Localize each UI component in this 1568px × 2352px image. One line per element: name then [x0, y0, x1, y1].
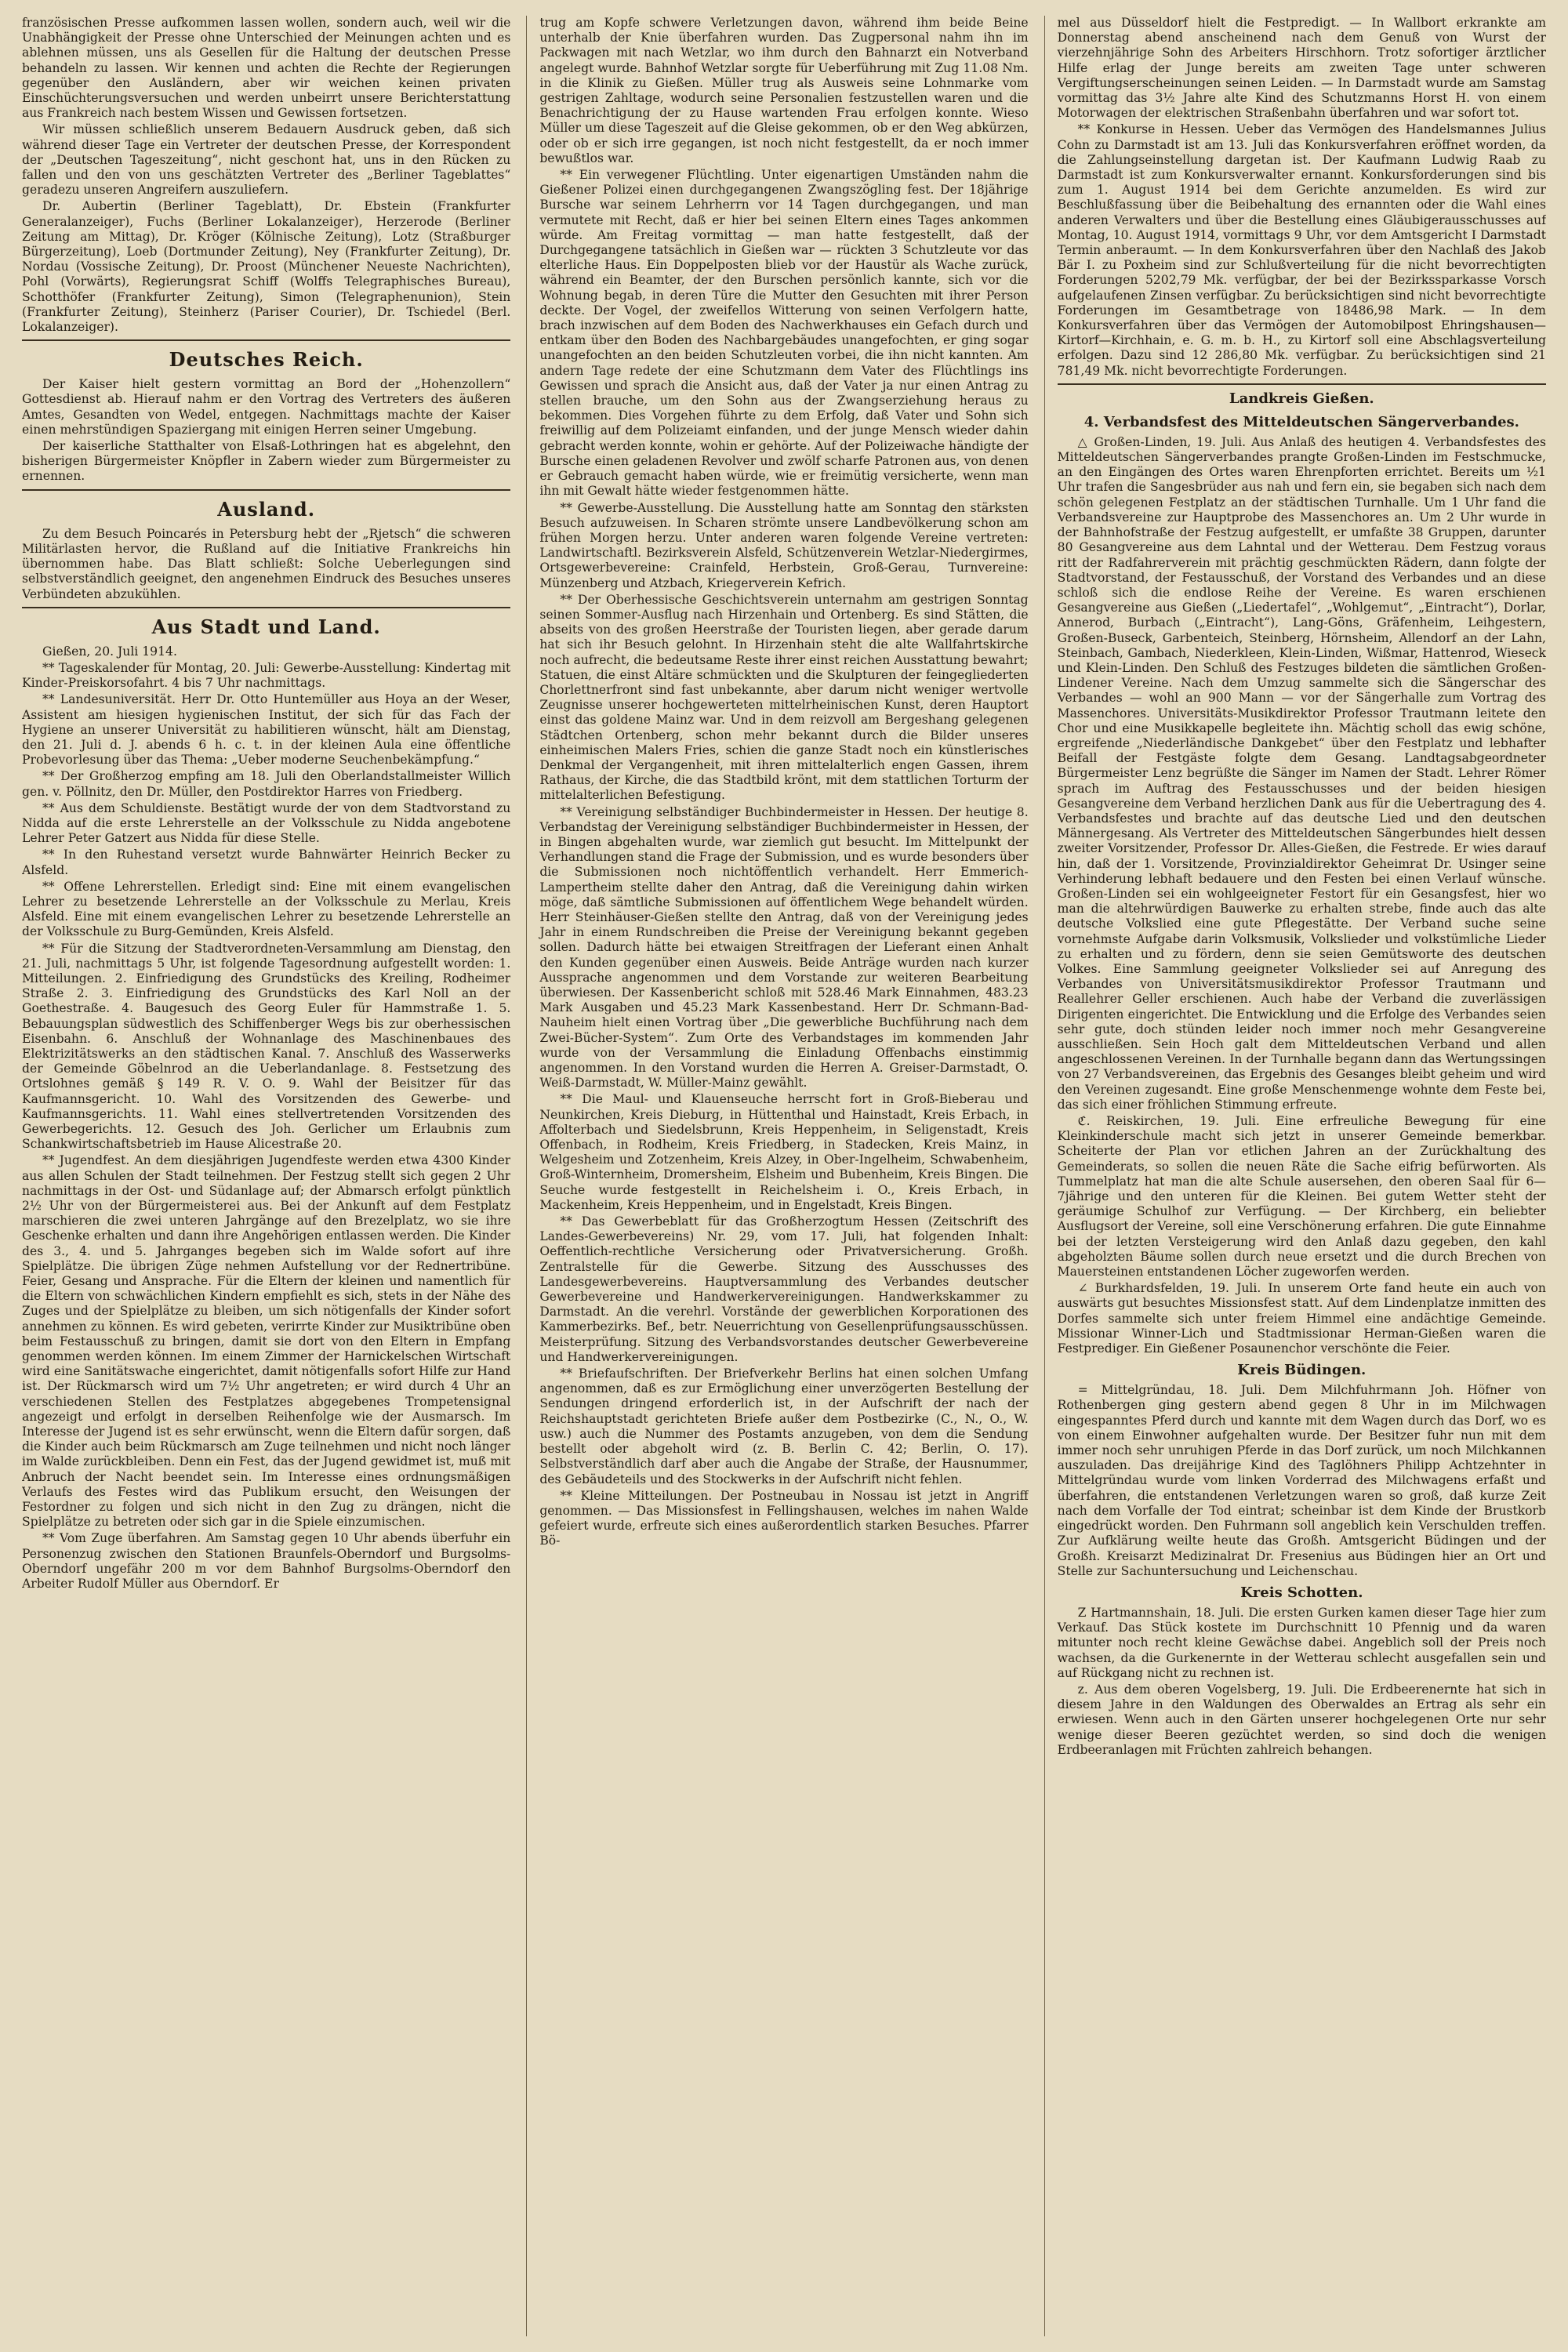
local-news-item: ** In den Ruhestand versetzt wurde Bahnwärter Heinrich Becker zu Alsfeld.	[22, 848, 511, 877]
section-heading-kreis-schotten: Kreis Schotten.	[1240, 1584, 1363, 1601]
section-divider	[22, 339, 510, 341]
local-news-item: ** Konkurse in Hessen. Ueber das Vermögen des Handelsmannes Julius Cohn zu Darmstadt ist am 13. Juli das Konkursverfahren eröffnet worden, da die Zahlungseinstellung dargetan ist. Der Kaufmann Ludwig Raab zu Darmstadt ist zum Konkursverwalter ernannt. Konkursforderungen sind bis zum 1. August 1914 bei dem Gerichte anzumelden. Es wird zur Beschlußfassung über die Beibehaltung des ernannten oder die Wahl eines anderen Verwalters und über die Bestellung eines Gläubigerausschusses auf Montag, 10. August 1914, vormittags 9 Uhr, vor dem Amtsgericht I Darmstadt Termin anberaumt. — In dem Konkursverfahren über den Nachlaß des Jakob Bär I. zu Poxheim sind zur Schlußverteilung für die nicht bevorrechtigten Forderungen 5202,79 Mk. verfügbar, der bei der Bezirkssparkasse Vorsch aufgelaufenen Zinsen verfügbar. Zu berücksichtigen sind nicht bevorrechtigte Forderungen im Gesamtbetrage von 18486,98 Mark. — In dem Konkursverfahren über das Vermögen der Automobilpost Ehringshausen—Kirtorf—Kirchhain, e. G. m. b. H., zu Kirtorf soll eine Abschlagsverteilung erfolgen. Dazu sind 12 286,80 Mk. verfügbar. Zu berücksichtigen sind 21 781,49 Mk. nicht bevorrechtigte Forderungen.	[1057, 122, 1546, 378]
local-news-item: ** Jugendfest. An dem diesjährigen Jugendfeste werden etwa 4300 Kinder aus allen Schulen der Stadt teilnehmen. Der Festzug stellt sich gegen 2 Uhr nachmittags in der Ost- und Südanlage auf; der Abmarsch erfolgt pünktlich 2½ Uhr von der Bürgermeisterei aus. Bei der Ankunft auf dem Festplatz marschieren die zwei unteren Jahrgänge auf den Brezelplatz, wo sie ihre Geschenke erhalten und dann ihre Angehörigen entlassen werden. Die Kinder des 3., 4. und 5. Jahrganges begeben sich im Walde sofort auf ihre Spielplätze. Die übrigen Züge nehmen Aufstellung vor der Rednertribüne. Feier, Gesang und Ansprache. Für die Eltern der kleinen und namentlich für die Eltern von schwächlichen Kindern empfiehlt es sich, stets in der Nähe des Zuges und der Spielplätze zu bleiben, um sich nötigenfalls der Kinder sofort annehmen zu können. Es wird gebeten, verirrte Kinder zur Musiktribüne oben beim Festausschuß zu bringen, damit sie dort von den Eltern in Empfang genommen werden können. Im einem Zimmer der Harnickelschen Wirtschaft wird eine Sanitätswache eingerichtet, damit nötigenfalls sofort Hilfe zur Hand ist. Der Rückmarsch wird um 7½ Uhr angetreten; er wird durch 4 Uhr an verschiedenen Stellen des Festplatzes abgegebenes Trompetensignal angezeigt und erfolgt in derselben Reihenfolge wie der Ausmarsch. Im Interesse der Jugend ist es sehr erwünscht, wenn die Eltern dafür sorgen, daß die Kinder auch beim Rückmarsch am Zuge teilnehmen und nicht noch länger im Walde zurückbleiben. Denn ein Fest, das der Jugend gewidmet ist, muß mit Anbruch der Nacht beendet sein. Im Interesse eines ordnungsmäßigen Verlaufs des Festes wird das Publikum ersucht, den Weisungen der Festordner zu folgen und sich nicht in den Zug zu drängen, nicht die Spielplätze zu betreten oder sich gar in die Spiele einzumischen.	[22, 1153, 511, 1530]
regional-news-item: Z Hartmannshain, 18. Juli. Die ersten Gurken kamen dieser Tage hier zum Verkauf. Das Stück kostete im Durchschnitt 10 Pfennig und da waren mitunter noch recht kleine Gewächse dabei. Angeblich soll der Preis noch wachsen, da die Gurkenernte in der Wetterau schlecht ausgefallen sein und auf Rückgang nicht zu rechnen ist.	[1057, 1605, 1546, 1680]
local-news-item: ** Ein verwegener Flüchtling. Unter eigenartigen Umständen nahm die Gießener Polizei einen durchgegangenen Zwangszögling fest. Der 18jährige Bursche war seinem Lehrherrn vor 14 Tagen durchgegangen, und man vermutete mit Recht, daß er hier bei seinen Eltern eines Tages ankommen würde. Am Freitag vormittag — man hatte festgestellt, daß der Durchgegangene tatsächlich in Gießen war — rückten 3 Schutzleute vor das elterliche Haus. Ein Doppelposten blieb vor der Haustür als Wache zurück, während ein Beamter, der den Burschen persönlich kannte, sich vor die Wohnung begab, in deren Türe die Mutter den Gesuchten mit ihrer Person deckte. Der Vogel, der zweifellos Witterung von seinen Verfolgern hatte, brach inzwischen auf dem Boden des Nachwerkhauses ein Gefach durch und entkam über den Boden des Nachbargebäudes unangefochten, er ging sogar unangefochten an den beiden Schutzleuten vorbei, die ihn nicht kannten. Am andern Tage redete der eine Schutzmann dem Vater des Flüchtlings ins Gewissen und sprach die Ansicht aus, daß der Vater ja nur einen Antrag zu stellen brauche, um den Sohn aus der Zwangserziehung heraus zu bekommen. Dies Vorgehen führte zu dem Erfolg, daß Vater und Sohn sich freiwillig auf dem Polizeiamt einfanden, und der junge Mensch wieder dahin gebracht werden konnte, wohin er gehörte. Auf der Polizeiwache händigte der Bursche einen geladenen Revolver und zwölf scharfe Patronen aus, von denen er Gebrauch gemacht haben würde, wie er freimütig versicherte, wenn man ihn mit Gewalt hätte wieder festgenommen hätte.	[539, 168, 1029, 499]
local-news-item: mel aus Düsseldorf hielt die Festpredigt. — In Wallbort erkrankte am Donnerstag abend anscheinend nach dem Genuß von Wurst der vierzehnjährige Sohn des Arbeiters Hirschhorn. Trotz sofortiger ärztlicher Hilfe erlag der Junge bereits am zweiten Tage unter schweren Vergiftungserscheinungen seinen Leiden. — In Darmstadt wurde am Samstag vormittag das 3½ Jahre alte Kind des Schutzmanns Horst H. von einem Motorwagen der elektrischen Straßenbahn überfahren und war sofort tot.	[1057, 16, 1546, 121]
news-paragraph: Der Kaiser hielt gestern vormittag an Bord der „Hohenzollern“ Gottesdienst ab. Hierauf nahm er den Vortrag des Vertreters des äußeren Amtes, Gesandten von Wedel, entgegen. Nachmittags machte der Kaiser einen mehrstündigen Spaziergang mit einigen Herren seiner Umgebung.	[22, 377, 511, 437]
section-heading-ausland: Ausland.	[217, 497, 316, 521]
section-heading-aus-stadt-und-land: Aus Stadt und Land.	[151, 615, 381, 638]
local-news-item: ** Vom Zuge überfahren. Am Samstag gegen 10 Uhr abends überfuhr ein Personenzug zwischen den Stationen Braunfels-Oberndorf und Burgsolms-Oberndorf ungefähr 200 m vor dem Bahnhof Burgsolms-Oberndorf den Arbeiter Rudolf Müller aus Oberndorf. Er	[22, 1531, 511, 1592]
local-news-item: ** Briefaufschriften. Der Briefverkehr Berlins hat einen solchen Umfang angenommen, daß es zur Ermöglichung einer unverzögerten Bestellung der Sendungen dringend erforderlich ist, in der Aufschrift der nach der Reichshauptstadt gerichteten Briefe außer dem Postbezirke (C., N., O., W. usw.) auch die Nummer des Postamts anzugeben, von dem die Sendung bestellt oder abgeholt wird (z. B. Berlin C. 42; Berlin, O. 17). Selbstverständlich darf aber auch die Angabe der Straße, der Hausnummer, des Gebäudeteils und des Stockwerks in der Aufschrift nicht fehlen.	[539, 1367, 1029, 1486]
newspaper-page	[22, 16, 1546, 2336]
local-news-item: ** Tageskalender für Montag, 20. Juli: Gewerbe-Ausstellung: Kindertag mit Kinder-Preiskorsofahrt. 4 bis 7 Uhr nachmittags.	[22, 660, 511, 691]
local-news-item: ** Landesuniversität. Herr Dr. Otto Huntemüller aus Hoya an der Weser, Assistent am hiesigen hygienischen Institut, der sich für das Fach der Hygiene an unserer Universität zu habilitieren wünscht, hält am Dienstag, den 21. Juli d. J. abends 6 h. c. t. in der kleinen Aula eine öffentliche Probevorlesung über das Thema: „Ueber moderne Seuchenbekämpfung.“	[22, 692, 511, 768]
news-paragraph: Der kaiserliche Statthalter von Elsaß-Lothringen hat es abgelehnt, den bisherigen Bürgermeister Knöpfler in Zabern wieder zum Bürgermeister zu ernennen.	[22, 439, 511, 484]
section-heading-deutsches-reich: Deutsches Reich.	[169, 348, 364, 372]
column-2	[526, 16, 1028, 2336]
section-divider	[1058, 383, 1546, 385]
article-paragraph: französischen Presse aufkommen lassen wollen, sondern auch, weil wir die Unabhängigkeit der Presse ohne Unterschied der Meinungen achten und es ablehnen müssen, uns als Gesellen für die Haltung der deutschen Presse behandeln zu lassen. Wir kennen und achten die Rechte der Regierungen gegenüber den Ausländern, aber wir weichen keinen privaten Einschüchterungsversuchen und werden unbeirrt unsere Berichterstattung aus Frankreich nach bestem Wissen und Gewissen fortsetzen.	[22, 16, 511, 121]
regional-news-item: = Mittelgründau, 18. Juli. Dem Milchfuhrmann Joh. Höfner von Rothenbergen ging gestern abend gegen 8 Uhr in im Milchwagen eingespanntes Pferd durch und kannte mit dem Wagen durch das Dorf, wo es von einem Einwohner aufgehalten wurde. Der Besitzer fuhr nun mit dem immer noch sehr unruhigen Pferde in das Dorf zurück, um noch Milchkannen auszuladen. Das dreijährige Kind des Taglöhners Philipp Achtzehnter in Mittelgründau wurde vom linken Vorderrad des Milchwagens erfaßt und überfahren, die entstandenen Verletzungen waren so groß, daß kurze Zeit nach dem Vorfalle der Tod eintrat; scheinbar ist dem Kinde der Brustkorb eingedrückt worden. Den Fuhrmann soll angeblich kein Verschulden treffen. Zur Aufklärung weilte heute das Großh. Amtsgericht Büdingen und der Großh. Kreisarzt Medizinalrat Dr. Fresenius aus Büdingen hier an Ort und Stelle zur Sachuntersuchung und Leichenschau.	[1057, 1383, 1546, 1578]
local-news-item: ** Die Maul- und Klauenseuche herrscht fort in Groß-Bieberau und Neunkirchen, Kreis Dieburg, in Hüttenthal und Hainstadt, Kreis Erbach, in Affolterbach und Siedelsbrunn, Kreis Heppenheim, in Seligenstadt, Kreis Offenbach, in Rodheim, Kreis Friedberg, in Stadecken, Kreis Mainz, in Welgesheim und Zotzenheim, Kreis Alzey, in Ober-Ingelheim, Schwabenheim, Groß-Winternheim, Dromersheim, Elsheim und Bubenheim, Kreis Bingen. Die Seuche wurde festgestellt in Reichelsheim i. O., Kreis Erbach, in Mackenheim, Kreis Heppenheim, und in Engelstadt, Kreis Bingen.	[539, 1092, 1029, 1212]
local-news-item: ** Vereinigung selbständiger Buchbindermeister in Hessen. Der heutige 8. Verbandstag der Vereinigung selbständiger Buchbindermeister in Hessen, der in Bingen abgehalten wurde, war ziemlich gut besucht. Im Mittelpunkt der Verhandlungen stand die Frage der Submission, und es wurde besonders über die Submissionen noch nichtöffentlich verhandelt. Herr Emmerich-Lampertheim stellte daher den Antrag, daß die Vereinigung dahin wirken möge, daß sämtliche Submissionen auf öffentlichem Wege behandelt würden. Herr Steinhäuser-Gießen stellte den Antrag, daß von der Vereinigung jedes Jahr in einem Rundschreiben die Preise der Vereinigung bekannt gegeben sollen. Dadurch hätte bei etwaigen Streitfragen der Lieferant einen Anhalt den Kunden gegenüber einen Ausweis. Beide Anträge wurden nach kurzer Aussprache angenommen und dem Vorstande zur weiteren Bearbeitung überwiesen. Der Kassenbericht schloß mit 528.46 Mark Einnahmen, 483.23 Mark Ausgaben und 45.23 Mark Kassenbestand. Herr Dr. Schmann-Bad-Nauheim hielt einen Vortrag über „Die gewerbliche Buchführung nach dem Zwei-Bücher-System“. Zum Orte des Verbandstages im kommenden Jahr wurde von der Versammlung die Einladung Offenbachs einstimmig angenommen. In den Vorstand wurden die Herren A. Greiser-Darmstadt, O. Weiß-Darmstadt, W. Müller-Mainz gewählt.	[539, 804, 1029, 1091]
subheading-verbandsfest: 4. Verbandsfest des Mitteldeutschen Sängerverbandes.	[1083, 413, 1519, 430]
regional-news-item: △ Großen-Linden, 19. Juli. Aus Anlaß des heutigen 4. Verbandsfestes des Mitteldeutschen Sängerverbandes prangte Großen-Linden im Festschmucke, an den Eingängen des Ortes waren Ehrenpforten errichtet. Bereits um ½1 Uhr trafen die Sangesbrüder aus nah und fern ein, sie begaben sich nach dem schön gelegenen Festplatz an der städtischen Turnhalle. Um 1 Uhr fand die Verbandsvereine zur Hauptprobe des Massenchores an. Um 2 Uhr wurde in der Bahnhofstraße der Festzug aufgestellt, er umfaßte 38 Gruppen, darunter 80 Gesangvereine aus dem Lahntal und der Wetterau. Dem Festzug voraus ritt der Radfahrerverein mit prächtig geschmückten Rädern, dann folgte der Stadtvorstand, der Festausschuß, der Vorstand des Verbandes und an diese schloß sich die endlose Reihe der Vereine. Es waren erschienen Gesangvereine aus Gießen („Liedertafel“, „Wohlgemut“, „Eintracht“), Dorlar, Annerod, Burbach („Eintracht“), Lang-Göns, Gräfenheim, Leihgestern, Großen-Buseck, Garbenteich, Steinberg, Hörnsheim, Allendorf an der Lahn, Steinbach, Gambach, Niederkleen, Klein-Linden, Wißmar, Hattenrod, Wieseck und Klein-Linden. Den Schluß des Festzuges bildeten die sämtlichen Großen-Lindener Vereine. Nach dem Umzug sammelte sich die Sängerschar des Verbandes — wohl an 900 Mann — vor der Sängerhalle zum Vortrag des Massenchores. Universitäts-Musikdirektor Professor Trautmann leitete den Chor und eine Musikkapelle begleitete ihn. Mächtig scholl das ewig schöne, ergreifende „Niederländische Dankgebet“ über den Festplatz und lebhafter Beifall der Festgäste folgte dem Gesang. Landtagsabgeordneter Bürgermeister Lenz begrüßte die Sänger im Namen der Stadt. Lehrer Römer sprach im Auftrag des Festausschusses und der beiden hiesigen Gesangvereine dem Verband herzlichen Dank aus für die Uebertragung des 4. Verbandsfestes und brachte auf das deutsche Lied und den deutschen Männergesang. Als Vertreter des Mitteldeutschen Sängerbundes hielt dessen zweiter Vorsitzender, Professor Dr. Alles-Gießen, die Festrede. Er wies darauf hin, daß der 1. Vorsitzende, Provinzialdirektor Geheimrat Dr. Usinger seine Verhinderung lebhaft bedauere und den Festen bei einen Verlauf wünsche. Großen-Linden sei ein wohlgeeigneter Festort für ein Gesangsfest, hier wo man die altehrwürdigen Bauwerke zu erhalten strebe, finde auch das alte deutsche Volkslied eine gute Pflegestätte. Der Verband suche seine vornehmste Aufgabe darin Volksmusik, Volkslieder und volkstümliche Lieder zu erhalten und zu fördern, denn sie seien Gemütsworte des deutschen Volkes. Eine Sammlung geeigneter Volkslieder sei auf Anregung des Verbandes von Universitätsmusikdirektor Professor Trautmann und Reallehrer Geller erschienen. Auch habe der Verband die zuverlässigen Dirigenten eingerichtet. Die Entwicklung und die Erfolge des Verbandes seien sehr gute, doch stünden leider noch immer noch mehr Gesangvereine ausschließen. Sein Hoch galt dem Mitteldeutschen Verband und allen angeschlossenen Vereinen. In der Turnhalle begann dann das Wertungssingen von 27 Verbandsvereinen, das Ergebnis des Gesanges bleibt geheim und wird den Vereinen zugesandt. Eine große Menschenmenge wohnte dem Feste bei, das sich einer fröhlichen Stimmung erfreute.	[1057, 434, 1546, 1112]
section-divider	[22, 607, 510, 608]
local-news-item: ** Für die Sitzung der Stadtverordneten-Versammlung am Dienstag, den 21. Juli, nachmittags 5 Uhr, ist folgende Tagesordnung aufgestellt worden: 1. Mitteilungen. 2. Einfriedigung des Grundstücks des Kreiling, Rodheimer Straße 2. 3. Einfriedigung des Grundstücks des Karl Noll an der Goethestraße. 4. Baugesuch des Georg Euler für Hammstraße 1. 5. Bebauungsplan südwestlich des Schiffenberger Wegs bis zur oberhessischen Eisenbahn. 6. Anschluß der Wohnanlage des Maschinenbaues des Elektrizitätswerks an den städtischen Kanal. 7. Anschluß des Wasserwerks der Gemeinde Göbelnrod an die Ueberlandanlage. 8. Festsetzung des Ortslohnes gemäß § 149 R. V. O. 9. Wahl der Beisitzer für das Kaufmannsgericht. 10. Wahl des Vorsitzenden des Gewerbe- und Kaufmannsgerichts. 11. Wahl eines stellvertretenden Vorsitzenden des Gewerbegerichts. 12. Gesuch des Joh. Gerlicher um Erlaubnis zum Schankwirtschaftsbetrieb im Hause Alicestraße 20.	[22, 941, 511, 1152]
local-news-item: ** Aus dem Schuldienste. Bestätigt wurde der von dem Stadtvorstand zu Nidda auf die erste Lehrerstelle an der Volksschule zu Nidda angebotene Lehrer Peter Gatzert aus Nidda für diese Stelle.	[22, 800, 511, 846]
column-3	[1044, 16, 1546, 2336]
local-news-item: trug am Kopfe schwere Verletzungen davon, während ihm beide Beine unterhalb der Knie überfahren wurden. Das Zugpersonal nahm ihn im Packwagen mit nach Wetzlar, wo ihm durch den Bahnarzt ein Notverband angelegt wurde. Bahnhof Wetzlar sorgte für Ueberführung mit Zug 11.08 Nm. in die Klinik zu Gießen. Müller trug als Ausweis seine Lohnmarke vom gestrigen Zahltage, wodurch seine Personalien festzustellen waren und die Benachrichtigung der zu Hause wartenden Frau erfolgen konnte. Wieso Müller um diese Tageszeit auf die Gleise gekommen, ob er den Weg abkürzen, oder ob er sich irre gegangen, ist noch nicht festgestellt, da er noch immer bewußtlos war.	[539, 16, 1029, 165]
section-heading-kreis-buedingen: Kreis Büdingen.	[1237, 1362, 1367, 1379]
regional-news-item: z. Aus dem oberen Vogelsberg, 19. Juli. Die Erdbeerenernte hat sich in diesem Jahre in den Waldungen des Oberwaldes an Ertrag als sehr ein erwiesen. Wenn auch in den Gärten unserer hochgelegenen Orte nur sehr wenige dieser Beeren gezüchtet werden, so sind doch die wenigen Erdbeeranlagen mit Früchten zahlreich behangen.	[1057, 1682, 1546, 1757]
press-protest-article	[22, 16, 510, 335]
local-news-item: ** Gewerbe-Ausstellung. Die Ausstellung hatte am Sonntag den stärksten Besuch aufzuweisen. In Scharen strömte unsere Landbevölkerung schon am frühen Morgen herzu. Unter anderen waren folgende Vereine vertreten: Landwirtschaftl. Bezirksverein Alsfeld, Schützenverein Wetzlar-Niedergirmes, Ortsgewerbevereine: Crainfeld, Herbstein, Groß-Gerau, Turnvereine: Münzenberg und Atzbach, Kriegerverein Kefrich.	[539, 500, 1029, 590]
local-news-item: ** Das Gewerbeblatt für das Großherzogtum Hessen (Zeitschrift des Landes-Gewerbevereins) Nr. 29, vom 17. Juli, hat folgenden Inhalt: Oeffentlich-rechtliche Versicherung oder Privatversicherung. Großh. Zentralstelle für die Gewerbe. Sitzung des Ausschusses des Landesgewerbevereins. Hauptversammlung des Verbandes deutscher Gewerbevereine und Handwerkervereinigungen. Handwerkskammer zu Darmstadt. An die verehrl. Vorstände der gewerblichen Korporationen des Kammerbezirks. Bef., betr. Neuerrichtung von Gesellenprüfungsausschüssen. Meisterprüfung. Sitzung des Verbandsvorstandes deutscher Gewerbevereine und Handwerkervereinigungen.	[539, 1214, 1029, 1364]
article-paragraph: Wir müssen schließlich unserem Bedauern Ausdruck geben, daß sich während dieser Tage ein Vertreter der deutschen Presse, der Korrespondent der „Deutschen Tageszeitung“, nicht geschont hat, uns in den Rücken zu fallen und den von uns geschätzten Vertreter des „Berliner Tageblattes“ geradezu unseren Angreifern auszuliefern.	[22, 122, 511, 198]
column-1	[22, 16, 510, 2336]
section-heading-landkreis-giessen: Landkreis Gießen.	[1229, 390, 1374, 407]
signatories-paragraph: Dr. Aubertin (Berliner Tageblatt), Dr. Ebstein (Frankfurter Generalanzeiger), Fuchs (Berliner Lokalanzeiger), Herzerode (Berliner Zeitung am Mittag), Dr. Kröger (Kölnische Zeitung), Lotz (Straßburger Bürgerzeitung), Loeb (Dortmunder Zeitung), Ney (Frankfurter Zeitung), Dr. Nordau (Vossische Zeitung), Dr. Proost (Münchener Neueste Nachrichten), Pohl (Vorwärts), Regierungsrat Schiff (Wolffs Telegraphisches Bureau), Schotthöfer (Frankfurter Zeitung), Simon (Telegraphenunion), Stein (Frankfurter Zeitung), Steinherz (Pariser Courier), Dr. Tschiedel (Berl. Lokalanzeiger).	[22, 199, 511, 335]
local-news-item: ** Offene Lehrerstellen. Erledigt sind: Eine mit einem evangelischen Lehrer zu besetzende Lehrerstelle an der Volksschule zu Merlau, Kreis Alsfeld. Eine mit einem evangelischen Lehrer zu besetzende Lehrerstelle an der Volksschule zu Burg-Gemünden, Kreis Alsfeld.	[22, 879, 511, 939]
section-divider	[22, 489, 510, 491]
news-paragraph: Zu dem Besuch Poincarés in Petersburg hebt der „Rjetsch“ die schweren Militärlasten hervor, die Rußland auf die Initiative Frankreichs hin übernommen habe. Das Blatt schließt: Solche Ueberlegungen sind selbstverständlich geeignet, den angenehmen Eindruck des Besuches unseres Verbündeten abzukühlen.	[22, 526, 511, 601]
dateline: Gießen, 20. Juli 1914.	[42, 644, 177, 659]
regional-news-item: ∠ Burkhardsfelden, 19. Juli. In unserem Orte fand heute ein auch von auswärts gut besuchtes Missionsfest statt. Auf dem Lindenplatze inmitten des Dorfes sammelte sich unter freiem Himmel eine andächtige Gemeinde. Missionar Winner-Lich und Stadtmissionar Herman-Gießen waren die Festprediger. Ein Gießener Posaunenchor verschönte die Feier.	[1057, 1281, 1546, 1356]
local-news-item: ** Kleine Mitteilungen. Der Postneubau in Nossau ist jetzt in Angriff genommen. — Das Missionsfest in Fellingshausen, welches im nahen Walde gefeiert wurde, erfreute sich eines außerordentlich starken Besuches. Pfarrer Bö-	[539, 1488, 1029, 1548]
local-news-item: ** Der Oberhessische Geschichtsverein unternahm am gestrigen Sonntag seinen Sommer-Ausflug nach Hirzenhain und Ortenberg. Es sind Stätten, die abseits von des großen Heerstraße der Touristen liegen, aber gerade darum hat sich ihr Besuch gelohnt. In Hirzenhain steht die alte Wallfahrtskirche noch aufrecht, die bedeutsame Reste ihrer einst reichen Ausstattung bewahrt; Statuen, die einst Altäre schmückten und die Skulpturen der feingegliederten Chorlettnerfront sind fast unbekannte, aber darum nicht weniger wertvolle Zeugnisse unserer hochgewerteten mittelrheinischen Kunst, deren Hauptort einst das goldene Mainz war. Und in dem reizvoll am Bergeshang gelegenen Städtchen Ortenberg, schon mehr bekannt durch die Bilder unseres einheimischen Malers Fries, schien die ganze Stadt noch ein künstlerisches Denkmal der Vergangenheit, mit ihren mittelalterlich engen Gassen, ihrem Rathaus, der Kirche, die das Stadtbild krönt, mit dem stattlichen Torturm der mittelalterlichen Befestigung.	[539, 592, 1029, 803]
local-news-item: ** Der Großherzog empfing am 18. Juli den Oberlandstallmeister Willich gen. v. Pöllnitz, den Dr. Müller, den Postdirektor Harres von Friedberg.	[22, 769, 511, 799]
regional-news-item: ℭ. Reiskirchen, 19. Juli. Eine erfreuliche Bewegung für eine Kleinkinderschule macht sich jetzt in unserer Gemeinde bemerkbar. Scheiterte der Plan vor etlichen Jahren an der Zurückhaltung des Gemeinderats, so sollen die neuen Räte die Sache eifrig befürworten. Als Tummelplatz hat man die alte Schule ausersehen, den oberen Saal für 6—7jährige und den unteren für die Kleinen. Bei gutem Wetter steht der geräumige Schulhof zur Verfügung. — Der Kirchberg, ein beliebter Ausflugsort der Vereine, soll eine Verschönerung erfahren. Die gute Einnahme bei der letzten Versteigerung wird den Anlaß dazu gegeben, den kahl abgeholzten Bäume sollen durch neue ersetzt und die durch Brechen von Mauersteinen entstandenen Löcher zugeworfen werden.	[1057, 1114, 1546, 1279]
